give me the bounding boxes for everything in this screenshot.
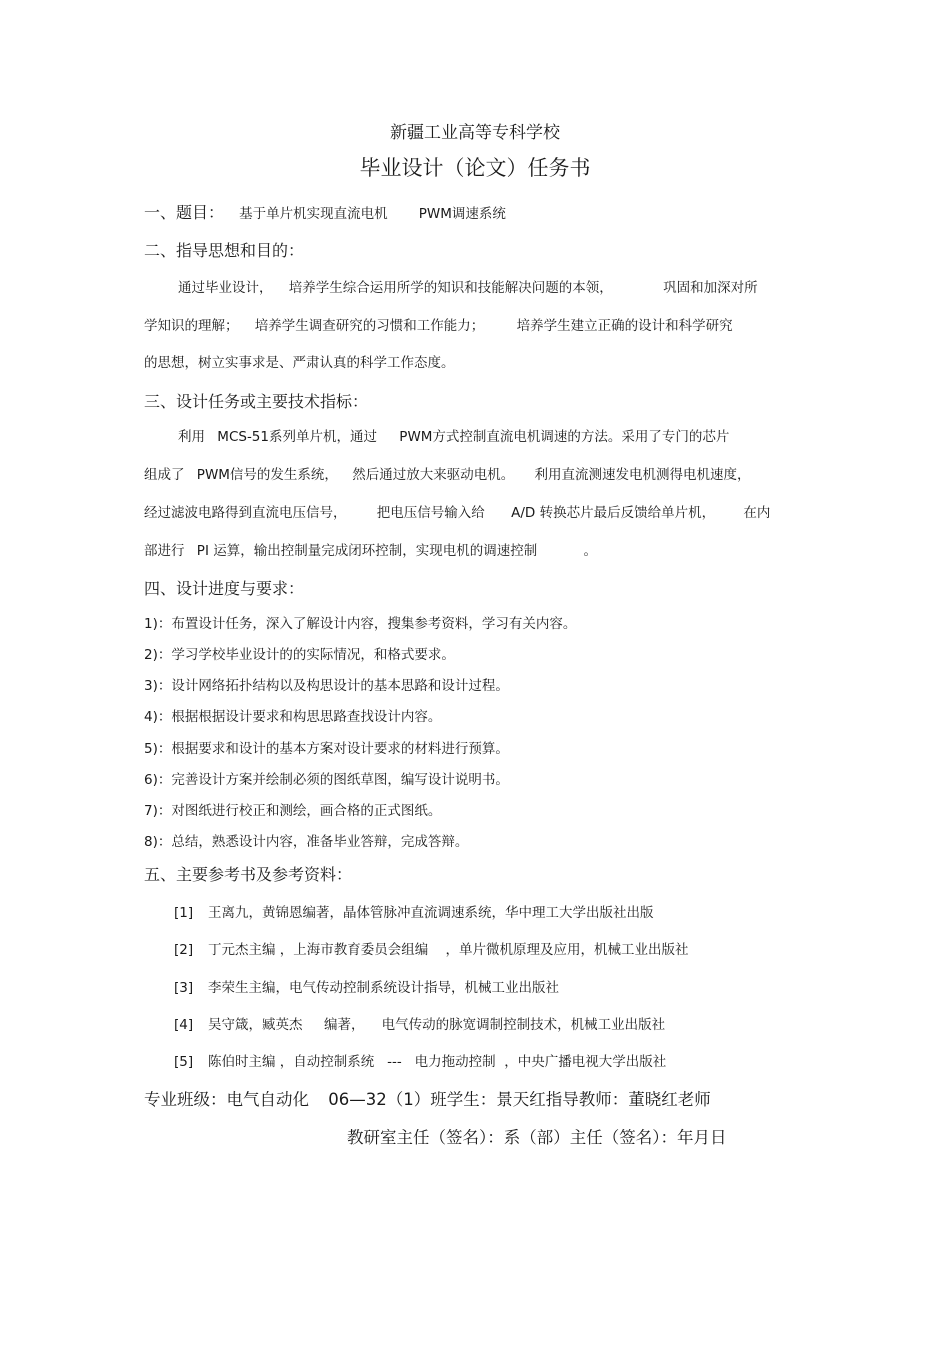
section3-line3 (144, 501, 770, 521)
reference-text: 吴守箴，臧英杰 编著， 电气传动的脉宽调制控制技术，机械工业出版社 (208, 1017, 666, 1033)
section3-line4-b: PI 运算，输出控制量完成闭环控制，实现电机的调速控制 (196, 543, 538, 559)
section3-line2-a: 组成了 (144, 467, 185, 483)
section2-line3: 的思想，树立实事求是、严肃认真的科学工作态度。 (144, 355, 455, 371)
major-label: 专业班级：电气自动化 (144, 1090, 309, 1109)
section3-line2-d: 利用直流测速发电机测得电机速度， (534, 467, 751, 483)
section3-line1-a: 利用 (178, 429, 205, 445)
section3-line1-b: MCS-51系列单片机，通过 (217, 429, 377, 445)
section3-line2-b: PWM信号的发生系统， (196, 467, 338, 483)
section3-line2 (144, 463, 751, 483)
reference-text: 李荣生主编，电气传动控制系统设计指导，机械工业出版社 (208, 980, 559, 996)
section5-heading: 五、主要参考书及参考资料： (144, 865, 353, 884)
section3-line4-a: 部进行 (144, 543, 185, 559)
section3-line3-c: A/D 转换芯片最后反馈给单片机， (511, 505, 716, 521)
signature-line: 教研室主任（签名）：系（部）主任（签名）：年月日 (347, 1128, 727, 1147)
class-student-teacher: 06—32（1）班学生：景天红指导教师：董晓红老师 (328, 1090, 711, 1109)
section2-line2-b: 培养学生调查研究的习惯和工作能力； (254, 318, 485, 334)
section2-line2-a: 学知识的理解； (144, 318, 239, 334)
plan-item: 1)：布置设计任务，深入了解设计内容，搜集参考资料，学习有关内容。 (144, 616, 577, 632)
reference-number: [4] (174, 1017, 194, 1033)
topic-part-b: PWM调速系统 (418, 206, 506, 222)
topic-part-a: 基于单片机实现直流电机 (239, 206, 388, 222)
section1-row (144, 200, 506, 223)
reference-number: [3] (174, 980, 194, 996)
plan-item: 8)：总结，熟悉设计内容，准备毕业答辩，完成答辩。 (144, 834, 469, 850)
plan-item: 4)：根据根据设计要求和构思思路查找设计内容。 (144, 709, 442, 725)
section2-line1-a: 通过毕业设计， (178, 280, 273, 296)
section3-line3-a: 经过滤波电路得到直流电压信号， (144, 505, 347, 521)
section2-line2 (144, 314, 733, 334)
section2-line1 (178, 276, 758, 296)
section1-heading: 一、题目： (144, 203, 225, 222)
reference-item (174, 1013, 665, 1033)
plan-item: 5)：根据要求和设计的基本方案对设计要求的材料进行预算。 (144, 741, 509, 757)
section4-heading: 四、设计进度与要求： (144, 579, 305, 598)
section3-heading: 三、设计任务或主要技术指标： (144, 392, 369, 411)
section3-line4 (144, 539, 597, 559)
school-name: 新疆工业高等专科学校 (390, 123, 560, 143)
section3-line3-d: 在内 (743, 505, 771, 521)
plan-item: 2)：学习学校毕业设计的的实际情况，和格式要求。 (144, 647, 455, 663)
reference-item (174, 976, 559, 996)
section3-line1-c: PWM方式控制直流电机调速的方法。采用了专门的芯片 (399, 429, 730, 445)
plan-item: 3)：设计网络拓扑结构以及构思设计的基本思路和设计过程。 (144, 678, 509, 694)
plan-item: 6)：完善设计方案并绘制必须的图纸草图，编写设计说明书。 (144, 772, 509, 788)
section2-line2-c: 培养学生建立正确的设计和科学研究 (516, 318, 733, 334)
reference-text: 陈伯时主编 ，自动控制系统 --- 电力拖动控制 ，中央广播电视大学出版社 (208, 1054, 667, 1070)
reference-number: [2] (174, 942, 194, 958)
section2-line1-c: 巩固和加深对所 (663, 280, 758, 296)
reference-number: [5] (174, 1054, 194, 1070)
document-title: 毕业设计（论文）任务书 (359, 156, 591, 180)
reference-text: 王离九，黄锦恩编著，晶体管脉冲直流调速系统，华中理工大学出版社出版 (208, 905, 654, 921)
reference-text: 丁元杰主编 ，上海市教育委员会组编 ，单片微机原理及应用，机械工业出版社 (208, 942, 689, 958)
section3-line4-c: 。 (583, 543, 598, 559)
section3-line3-b: 把电压信号输入给 (376, 505, 485, 521)
section2-heading: 二、指导思想和目的： (144, 241, 305, 260)
section2-line1-b: 培养学生综合运用所学的知识和技能解决问题的本领， (288, 280, 613, 296)
section3-line2-c: 然后通过放大来驱动电机。 (352, 467, 515, 483)
reference-item (174, 1050, 666, 1070)
reference-number: [1] (174, 905, 194, 921)
reference-item (174, 938, 688, 958)
reference-item (174, 901, 654, 921)
class-info-line (144, 1086, 711, 1110)
plan-item: 7)：对图纸进行校正和测绘，画合格的正式图纸。 (144, 803, 442, 819)
section3-line1 (178, 425, 729, 445)
